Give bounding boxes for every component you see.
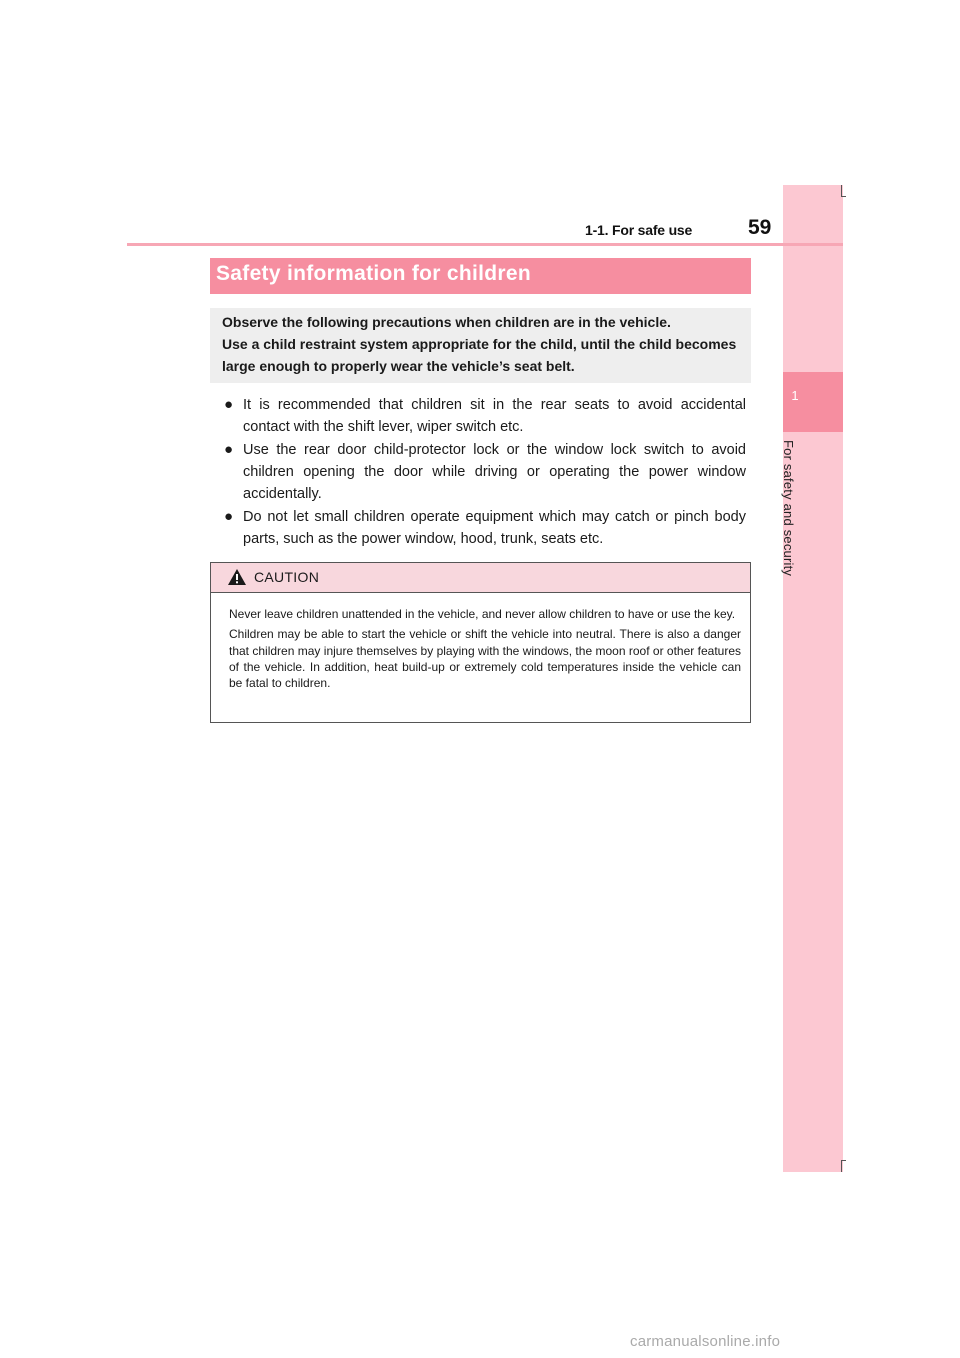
crop-mark-top-foot xyxy=(841,196,846,197)
crop-mark-bottom xyxy=(841,1160,842,1172)
list-item xyxy=(224,394,746,438)
section-heading: 1-1. For safe use xyxy=(585,222,693,238)
header-rule xyxy=(127,243,843,246)
caution-header xyxy=(211,563,750,593)
caution-label: CAUTION xyxy=(254,569,320,585)
bullet-dot-icon: ● xyxy=(224,396,234,413)
list-item xyxy=(224,506,746,550)
list-item-text: It is recommended that children sit in the rear seats to avoid accidental contact with the shift lever, wiper switch etc. xyxy=(243,397,746,435)
chapter-side-strip xyxy=(783,185,843,1172)
list-item-text: Use the rear door child-protector lock or the window lock switch to avoid children opening the door while driving or operating the power window accidentally. xyxy=(243,442,746,502)
warning-triangle-icon xyxy=(227,568,247,586)
intro-text xyxy=(222,311,744,377)
page-number: 59 xyxy=(748,216,772,239)
list-item xyxy=(224,439,746,505)
bullet-dot-icon: ● xyxy=(224,508,234,525)
bullet-dot-icon: ● xyxy=(224,441,234,458)
intro-line: Use a child restraint system appropriate for the child, until the child becomes xyxy=(222,336,737,352)
caution-paragraph: Never leave children unattended in the vehicle, and never allow children to have or use the key. xyxy=(229,607,736,621)
intro-line: Observe the following precautions when children are in the vehicle. xyxy=(222,314,671,330)
caution-body xyxy=(229,606,741,695)
list-item-text: Do not let small children operate equipment which may catch or pinch body parts, such as the power window, hood, trunk, seats etc. xyxy=(243,509,746,547)
chapter-number: 1 xyxy=(791,388,799,403)
intro-line: large enough to properly wear the vehicle’s seat belt. xyxy=(222,358,575,374)
page-title: Safety information for children xyxy=(216,262,531,285)
caution-box xyxy=(210,562,751,723)
crop-mark-bottom-foot xyxy=(841,1160,846,1161)
bullet-list xyxy=(224,394,746,551)
footer-watermark: carmanualsonline.info xyxy=(630,1333,781,1350)
caution-paragraph: Children may be able to start the vehicle or shift the vehicle into neutral. There is also a danger that children may injure themselves by playing with the windows, the moon roof or other features of the vehicle. In addition, heat build-up or extremely cold temperatures inside the vehicle can be fatal to children. xyxy=(229,627,741,691)
